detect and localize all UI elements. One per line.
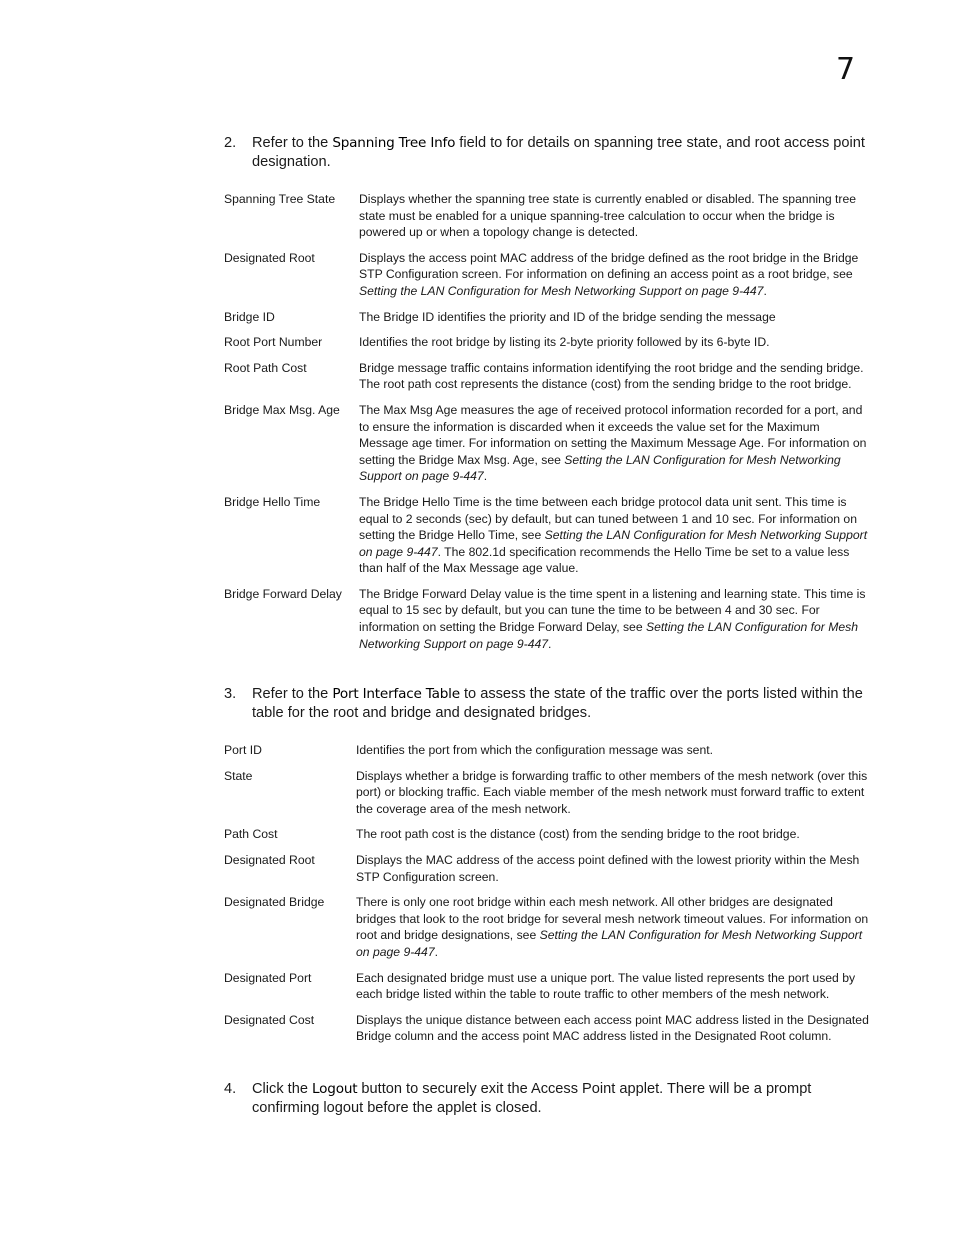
field-term: Bridge Forward Delay [224,586,342,601]
description-text: Each designated bridge must use a unique port. The value listed represents the port used by each bridge listed within the table to route traffic to other members of the mesh network. [356,970,856,1002]
step-text-pre: Refer to the [252,686,333,702]
step-number: 3. [224,686,237,702]
field-description [356,970,869,1003]
definition-row [224,826,869,843]
field-term: State [224,768,253,783]
step-text-pre: Click the [252,1081,313,1097]
definition-row [224,742,869,759]
description-tail: . [434,944,439,959]
definition-row [224,894,869,960]
definition-row [224,852,869,885]
field-term: Designated Root [224,852,315,867]
description-tail: . [548,636,552,651]
field-term: Spanning Tree State [224,192,336,206]
logout-button-name: Logout [312,1081,358,1097]
ui-field-name: Port Interface Table [332,686,460,702]
description-text: Displays the access point MAC address of the bridge defined as the root bridge in the Bridge STP Configuration screen. For information on defining an access point as a root bridge, see [359,250,859,282]
definition-row [224,586,869,652]
description-text: Displays whether the spanning tree state is currently enabled or disabled. The spanning tree state must be enabled for a unique spanning-tree calculation to occur when the bridge is powered up or when a topology change is detected. [359,192,857,240]
field-description [356,894,869,960]
field-description [359,494,869,577]
step-3 [224,685,874,723]
cross-reference: Setting the LAN Configuration for Mesh Networking Support on page 9-447 [359,452,841,484]
definition-row [224,768,869,818]
chapter-number: 7 [836,52,856,87]
definition-row [224,970,869,1003]
description-text: The Bridge Hello Time is the time between each bridge protocol data unit sent. This time is equal to 2 seconds (sec) by default, but can tuned between 1 and 10 sec. For information on setting the Bridge Hello Time, see [359,494,857,543]
field-term: Bridge Max Msg. Age [224,402,340,417]
step-text [252,685,874,723]
field-description [356,1012,869,1045]
spanning-tree-fields-table [224,191,869,661]
step-text [252,134,874,172]
step-text-post: button to securely exit the Access Point applet. There will be a prompt confirming logout before the applet is closed. [252,1081,812,1116]
step-text [252,1080,874,1118]
step-text-pre: Refer to the [252,135,333,151]
port-interface-fields-table [224,742,869,1054]
step-number: 4. [224,1081,237,1097]
description-text: Bridge message traffic contains information identifying the root bridge and the sending bridge. The root path cost represents the distance (cost) from the sending bridge to the root bridge. [359,360,864,392]
field-description [359,402,869,485]
description-tail: . [483,469,488,484]
field-term: Bridge ID [224,309,275,324]
step-text-post: to assess the state of the traffic over the ports listed within the table for the root and bridge and designated bridges. [252,686,863,721]
step-2 [224,134,874,172]
field-term: Designated Port [224,970,312,985]
field-term: Designated Root [224,250,315,265]
field-term: Bridge Hello Time [224,494,321,509]
field-term: Root Path Cost [224,360,307,375]
field-description [359,360,869,393]
definition-row [224,360,869,393]
field-description [359,309,869,326]
field-description [356,742,869,759]
cross-reference: Setting the LAN Configuration for Mesh Networking Support on page 9-447 [356,928,863,959]
description-text: Identifies the port from which the configuration message was sent. [356,743,714,757]
description-text: The Bridge ID identifies the priority and ID of the bridge sending the message [359,309,776,324]
ui-field-name: Spanning Tree Info [332,135,456,151]
field-term: Root Port Number [224,335,323,350]
definition-row [224,191,869,241]
field-term: Port ID [224,743,262,757]
field-description [359,586,869,652]
field-description [359,334,869,351]
field-description [359,250,869,300]
cross-reference: Setting the LAN Configuration for Mesh Networking Support on page 9-447 [359,528,868,559]
definition-row [224,334,869,351]
description-text: The Bridge Forward Delay value is the time spent in a listening and learning state. This time is equal to 15 sec by default, but you can tune the time to be between 4 and 30 sec. For information on setting the Bridge Forward Delay, see [359,586,866,635]
step-4 [224,1080,874,1118]
step-number: 2. [224,135,237,151]
description-text: Displays whether a bridge is forwarding traffic to other members of the mesh network (over this port) or blocking traffic. Each viable member of the mesh network must forward traffic to extent the coverage area of the mesh network. [356,768,868,816]
description-text: There is only one root bridge within each mesh network. All other bridges are designated bridges that look to the root bridge for several mesh network timeout values. For information on root and bridge designations, see [356,895,869,943]
field-description [359,191,869,241]
definition-row [224,402,869,485]
description-tail: . [763,283,767,298]
definition-row [224,494,869,577]
description-tail: . The 802.1d specification recommends the Hello Time be set to a value less than half of the Max Message age value. [359,544,850,576]
cross-reference: Setting the LAN Configuration for Mesh Networking Support on page 9-447 [359,283,764,298]
field-description [356,768,869,818]
field-term: Path Cost [224,827,278,842]
description-text: Identifies the root bridge by listing its 2-byte priority followed by its 6-byte ID. [359,335,770,350]
step-text-post: field to for details on spanning tree state, and root access point designation. [252,135,865,170]
definition-row [224,250,869,300]
field-term: Designated Bridge [224,895,325,910]
description-text: Displays the MAC address of the access point defined with the lowest priority within the Mesh STP Configuration screen. [356,852,860,884]
description-text: The Max Msg Age measures the age of received protocol information recorded for a port, and to ensure the information is discarded when it exceeds the value set for the Maximum Message age timer. For information on setting the Maximum Message Age. For information on setting the Bridge Max Msg. Age, see [359,402,867,467]
field-term: Designated Cost [224,1012,315,1027]
definition-row [224,309,869,326]
field-description [356,826,869,843]
description-text: The root path cost is the distance (cost) from the sending bridge to the root bridge. [356,827,800,842]
definition-row [224,1012,869,1045]
description-text: Displays the unique distance between each access point MAC address listed in the Designated Bridge column and the access point MAC address listed in the Designated Root column. [356,1012,869,1044]
cross-reference: Setting the LAN Configuration for Mesh Networking Support on page 9-447 [359,620,859,651]
field-description [356,852,869,885]
